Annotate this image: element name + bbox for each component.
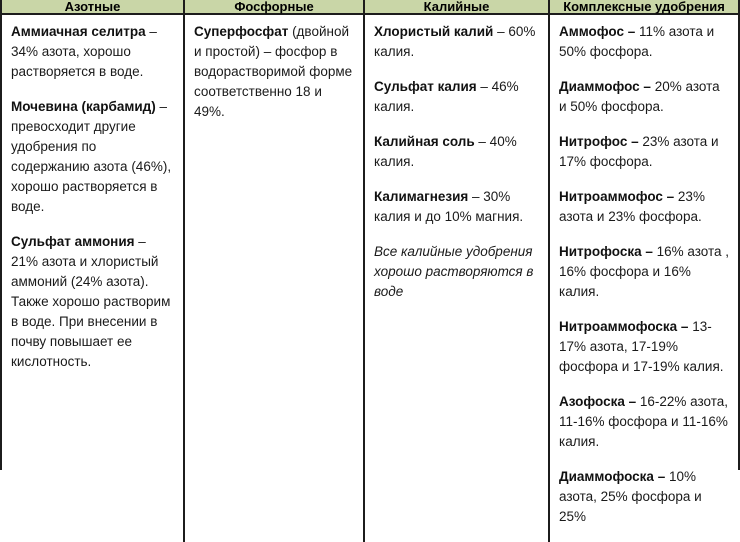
fertilizer-entry: Азофоска – 16-22% азота, 11-16% фосфора и 11-16% калия. xyxy=(559,394,729,449)
fertilizer-entry: Все калийные удобрения хорошо растворяются в воде xyxy=(374,244,534,299)
fertilizer-name: Калийная соль xyxy=(374,134,475,149)
fertilizer-name: Хлористый калий xyxy=(374,24,494,39)
fertilizer-name: Аммиачная селитра xyxy=(11,24,146,39)
fertilizer-name: Нитроаммофос – xyxy=(559,189,675,204)
column-header-nitrogen xyxy=(2,0,183,15)
column-header-label: Комплексные удобрения xyxy=(563,0,725,14)
fertilizer-entry: Диаммофос – 20% азота и 50% фосфора. xyxy=(559,79,720,114)
fertilizer-name: Суперфосфат xyxy=(194,24,289,39)
fertilizer-entry: Мочевина (карбамид) – превосходит другие удобрения по содержанию азота (46%), хорошо растворяется в воде. xyxy=(11,99,172,214)
fertilizer-name: Диаммофос – xyxy=(559,79,651,94)
fertilizer-name: Нитроаммофоска – xyxy=(559,319,689,334)
column-header-complex xyxy=(548,0,738,15)
fertilizer-entry: Хлористый калий – 60% калия. xyxy=(374,24,536,59)
fertilizer-entry: Суперфосфат (двойной и простой) – фосфор в водорастворимой форме соответственно 18 и 49%. xyxy=(194,24,353,119)
fertilizer-entry: Диаммофоска – 10% азота, 25% фосфора и 25% xyxy=(559,469,702,524)
fertilizer-entry: Нитроаммофоска – 13-17% азота, 17-19% фосфора и 17-19% калия. xyxy=(559,319,724,374)
fertilizer-entry: Сульфат калия – 46% калия. xyxy=(374,79,519,114)
fertilizer-entry: Калийная соль – 40% калия. xyxy=(374,134,517,169)
fertilizer-entry: Калимагнезия – 30% калия и до 10% магния. xyxy=(374,189,524,224)
fertilizer-name: Нитрофоска – xyxy=(559,244,653,259)
column-header-phosphorus xyxy=(183,0,363,15)
fertilizer-name: Калимагнезия xyxy=(374,189,469,204)
fertilizer-name: Нитрофос – xyxy=(559,134,639,149)
fertilizer-entry: Аммофос – 11% азота и 50% фосфора. xyxy=(559,24,715,59)
fertilizer-name: Азофоска – xyxy=(559,394,637,409)
fertilizer-entry: Сульфат аммония – 21% азота и хлористый аммоний (24% азота). Также хорошо растворим в воде. При внесении в почву повышает ее кислотность. xyxy=(11,234,171,369)
fertilizer-name: Диаммофоска – xyxy=(559,469,666,484)
fertilizer-name: Аммофос – xyxy=(559,24,636,39)
fertilizer-name: Сульфат аммония xyxy=(11,234,135,249)
table-column-potassium xyxy=(363,15,548,542)
fertilizer-entry: Аммиачная селитра – 34% азота, хорошо растворяется в воде. xyxy=(11,24,157,79)
column-header-label: Фосфорные xyxy=(234,0,314,14)
fertilizer-entry: Нитрофоска – 16% азота , 16% фосфора и 16% калия. xyxy=(559,244,730,299)
fertilizer-entry: Нитроаммофос – 23% азота и 23% фосфора. xyxy=(559,189,705,224)
table-column-complex xyxy=(548,15,738,542)
fertilizer-name: Сульфат калия xyxy=(374,79,477,94)
table-column-phosphorus xyxy=(183,15,363,542)
column-header-potassium xyxy=(363,0,548,15)
column-header-label: Калийные xyxy=(423,0,490,14)
column-header-label: Азотные xyxy=(64,0,121,14)
fertilizer-entry: Нитрофос – 23% азота и 17% фосфора. xyxy=(559,134,719,169)
fertilizer-name: Мочевина (карбамид) xyxy=(11,99,156,114)
table-column-nitrogen xyxy=(2,15,183,542)
